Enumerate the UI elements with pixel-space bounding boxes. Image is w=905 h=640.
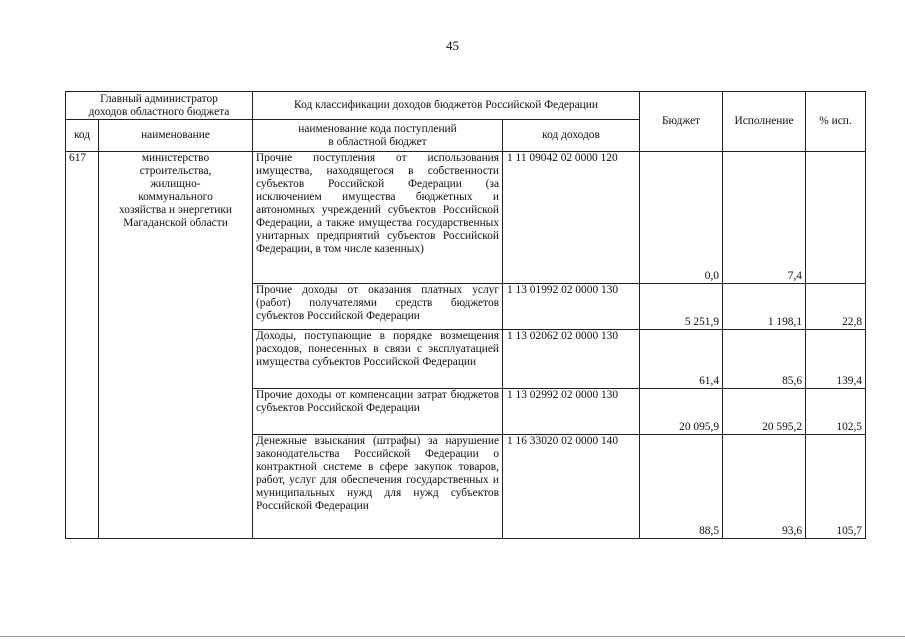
budget-cell: 5 251,9 <box>640 284 723 330</box>
budget-cell: 88,5 <box>640 435 723 539</box>
percent-cell: 105,7 <box>806 435 866 539</box>
percent-cell <box>806 152 866 284</box>
revenue-name-cell: Прочие доходы от компенсации затрат бюджетов субъектов Российской Федерации <box>253 389 503 435</box>
admin-name-cell: министерство строительства, жилищно- коммунального хозяйства и энергетики Магаданской области <box>99 152 253 539</box>
header-classification: Код классификации доходов бюджетов Российской Федерации <box>253 92 640 120</box>
percent-cell: 102,5 <box>806 389 866 435</box>
revenue-table <box>65 91 866 539</box>
revenue-code-cell: 1 13 02062 02 0000 130 <box>503 330 640 389</box>
header-admin-group: Главный администратор доходов областного бюджета <box>66 92 253 120</box>
revenue-code-cell: 1 16 33020 02 0000 140 <box>503 435 640 539</box>
budget-cell: 0,0 <box>640 152 723 284</box>
header-code: код <box>66 120 99 152</box>
admin-code-cell: 617 <box>66 152 99 539</box>
table-row <box>66 152 866 284</box>
execution-cell: 93,6 <box>723 435 806 539</box>
revenue-name-cell: Доходы, поступающие в порядке возмещения расходов, понесенных в связи с эксплуатацией имущества субъектов Российской Федерации <box>253 330 503 389</box>
revenue-name-cell: Прочие доходы от оказания платных услуг (работ) получателями средств бюджетов субъектов Российской Федерации <box>253 284 503 330</box>
header-name: наименование <box>99 120 253 152</box>
percent-cell: 22,8 <box>806 284 866 330</box>
revenue-code-cell: 1 13 01992 02 0000 130 <box>503 284 640 330</box>
header-execution: Исполнение <box>723 92 806 152</box>
page-bottom-edge <box>0 636 905 637</box>
revenue-name-cell: Денежные взыскания (штрафы) за нарушение законодательства Российской Федерации о контрактной системе в сфере закупок товаров, работ, услуг для обеспечения государственных и муниципальных нужд для нужд субъектов Российской Федерации <box>253 435 503 539</box>
revenue-code-cell: 1 13 02992 02 0000 130 <box>503 389 640 435</box>
execution-cell: 85,6 <box>723 330 806 389</box>
revenue-name-cell: Прочие поступления от использования имущества, находящегося в собственности субъектов Российской Федерации (за исключением имущества бюджетных и автономных учреждений субъектов Российской Федерации, а также имущества государственных унитарных предприятий субъектов Российской Федерации, в том числе казенных) <box>253 152 503 284</box>
execution-cell: 7,4 <box>723 152 806 284</box>
budget-cell: 61,4 <box>640 330 723 389</box>
execution-cell: 20 595,2 <box>723 389 806 435</box>
revenue-code-cell: 1 11 09042 02 0000 120 <box>503 152 640 284</box>
budget-cell: 20 095,9 <box>640 389 723 435</box>
percent-cell: 139,4 <box>806 330 866 389</box>
execution-cell: 1 198,1 <box>723 284 806 330</box>
header-percent: % исп. <box>806 92 866 152</box>
page-number: 45 <box>446 38 459 53</box>
header-revenue-name: наименование кода поступлений в областной бюджет <box>253 120 503 152</box>
header-revenue-code: код доходов <box>503 120 640 152</box>
header-budget: Бюджет <box>640 92 723 152</box>
header-row-1 <box>66 92 866 120</box>
